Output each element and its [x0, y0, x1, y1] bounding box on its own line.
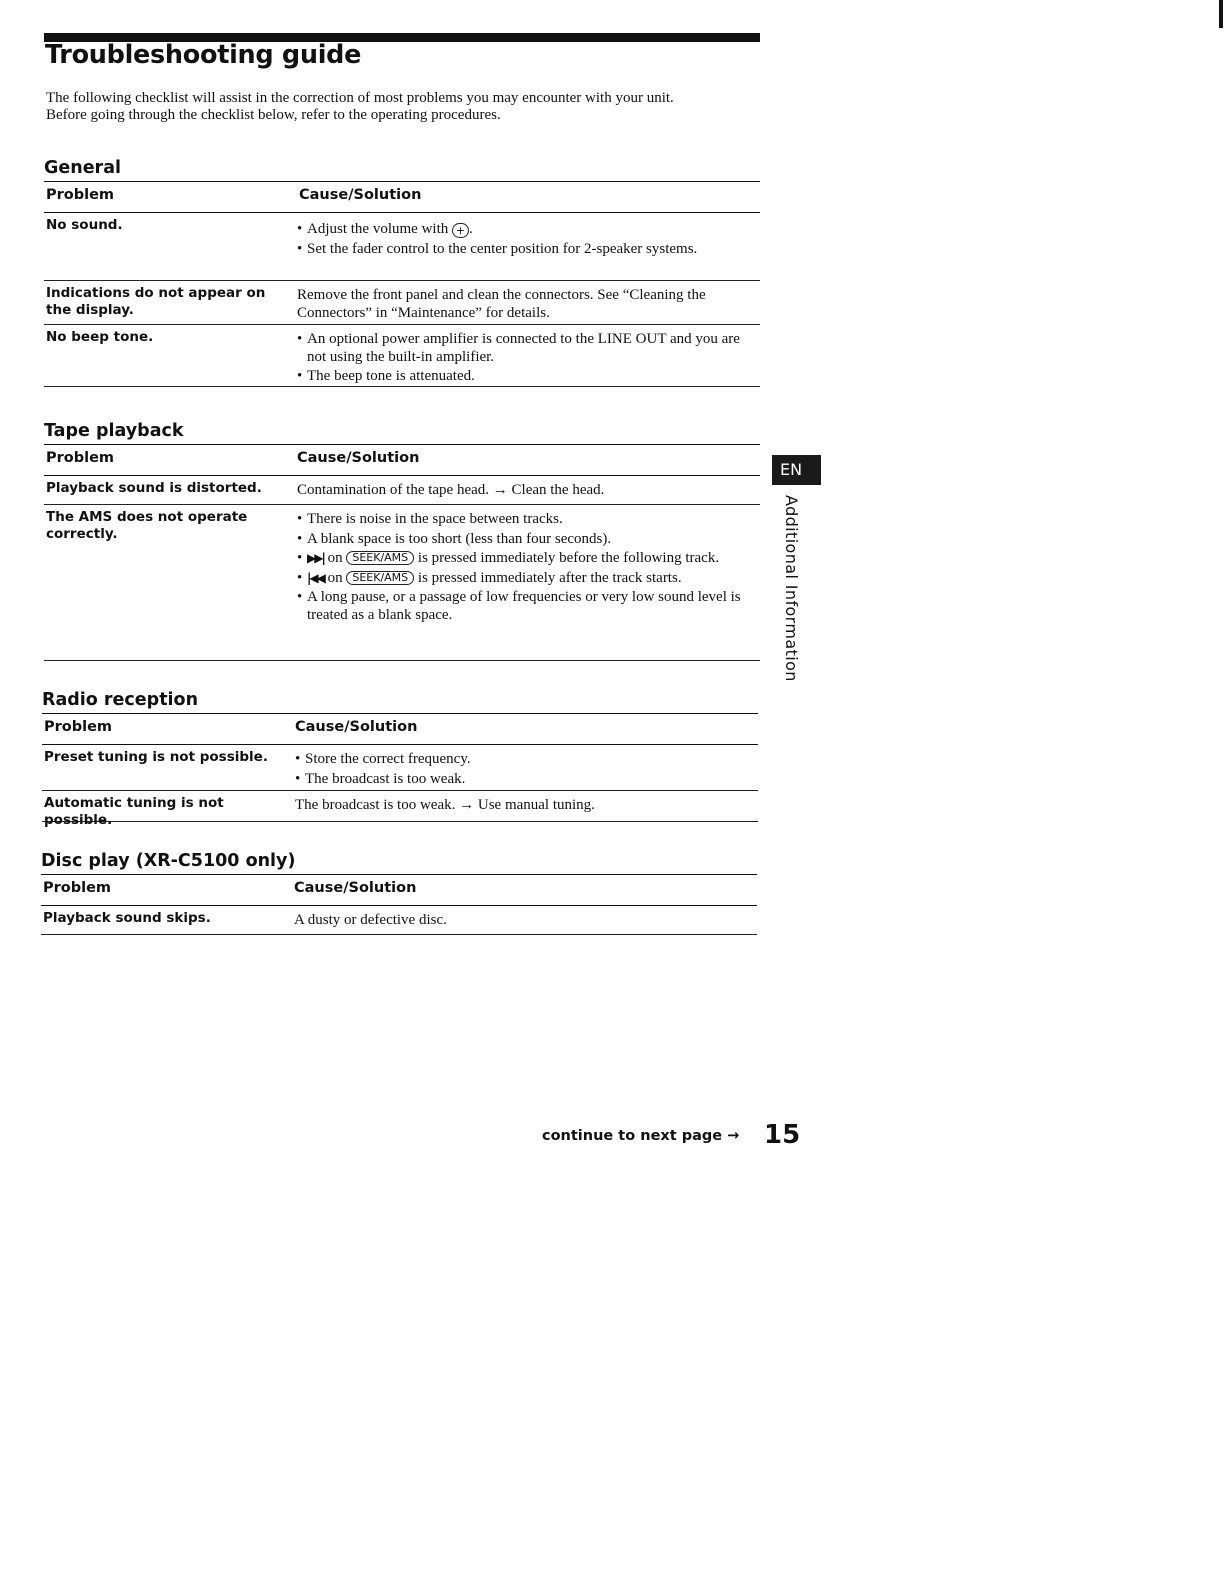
solution-bullet: • The beep tone is attenuated.	[297, 368, 757, 386]
section-heading: General	[44, 158, 121, 178]
table-row	[44, 281, 760, 325]
seek-ams-button-icon: SEEK/AMS	[346, 551, 414, 565]
solution-bullet: • Store the correct frequency.	[295, 751, 755, 769]
bullet-text: Adjust the volume with	[307, 221, 449, 237]
table-row	[41, 906, 757, 935]
bullet-text: is pressed immediately after the track starts.	[417, 569, 682, 586]
section-tape-playback	[44, 420, 760, 661]
table-row	[44, 505, 760, 661]
table-header	[44, 181, 760, 213]
table-header	[42, 713, 758, 745]
intro-line-1: The following checklist will assist in the correction of most problems you may encounter with your unit.	[46, 90, 674, 106]
solution-header: Cause/Solution	[294, 880, 417, 896]
problem-cell: No beep tone.	[46, 329, 154, 345]
solution-bullet: • Set the fader control to the center position for 2-speaker systems.	[297, 241, 757, 259]
page-title: Troubleshooting guide	[45, 40, 362, 70]
solution-bullet	[297, 550, 757, 568]
solution-bullet: • A blank space is too short (less than four seconds).	[297, 531, 757, 549]
problem-cell: Playback sound skips.	[43, 910, 211, 926]
bullet-text: is pressed immediately before the following track.	[417, 550, 720, 566]
table-row	[42, 745, 758, 791]
problem-header: Problem	[44, 719, 113, 735]
solution-bullet	[297, 221, 757, 239]
table-header	[41, 874, 757, 906]
problem-cell: Automatic tuning is not possible.	[44, 795, 224, 828]
bullet-text: .	[469, 221, 473, 237]
solution-bullet: • The broadcast is too weak.	[295, 771, 755, 789]
solution-cell	[297, 221, 757, 260]
volume-plus-icon: +	[452, 223, 469, 238]
solution-header: Cause/Solution	[299, 187, 422, 203]
bullet-text: on	[327, 550, 343, 566]
seek-ams-button-icon: SEEK/AMS	[346, 571, 414, 585]
solution-bullet: • An optional power amplifier is connected to the LINE OUT and you are not using the built-in amplifier.	[297, 331, 757, 366]
previous-track-icon: |◀◀	[307, 570, 324, 585]
intro-text	[46, 90, 756, 124]
continue-note: continue to next page →	[542, 1128, 740, 1144]
solution-cell: The broadcast is too weak. → Use manual tuning.	[295, 797, 595, 813]
problem-header: Problem	[43, 880, 112, 896]
bullet-text: on	[327, 569, 343, 586]
problem-cell: Preset tuning is not possible.	[44, 749, 268, 765]
problem-cell: Playback sound is distorted.	[46, 480, 262, 496]
section-heading: Disc play (XR-C5100 only)	[41, 851, 296, 871]
solution-bullet: • A long pause, or a passage of low frequencies or very low sound level is treated as a blank space.	[297, 589, 757, 624]
solution-header: Cause/Solution	[295, 719, 418, 735]
table-header	[44, 444, 760, 476]
section-heading: Tape playback	[44, 421, 184, 441]
table-row	[44, 213, 760, 281]
solution-bullet: • There is noise in the space between tracks.	[297, 511, 757, 529]
solution-bullet	[297, 570, 757, 588]
problem-header: Problem	[46, 187, 115, 203]
language-badge: EN	[772, 455, 821, 485]
solution-cell: A dusty or defective disc.	[294, 912, 447, 928]
section-general	[44, 157, 760, 387]
section-radio-reception	[42, 689, 758, 828]
solution-cell: Contamination of the tape head. → Clean the head.	[297, 482, 605, 498]
page-number: 15	[764, 1120, 801, 1150]
table-row	[44, 325, 760, 387]
intro-line-2: Before going through the checklist below, refer to the operating procedures.	[46, 107, 501, 123]
edge-mark	[1219, 0, 1223, 28]
next-track-icon: ▶▶|	[307, 551, 324, 565]
solution-header: Cause/Solution	[297, 450, 420, 466]
section-heading: Radio reception	[42, 690, 199, 710]
table-row	[44, 476, 760, 505]
solution-cell: Remove the front panel and clean the connectors. See “Cleaning the Connectors” in “Maintenance” for details.	[297, 287, 706, 321]
solution-cell	[297, 511, 757, 626]
solution-cell	[297, 331, 757, 388]
table-row	[42, 791, 758, 828]
problem-cell: No sound.	[46, 217, 123, 233]
problem-header: Problem	[46, 450, 115, 466]
solution-cell	[295, 751, 755, 790]
section-disc-play	[41, 850, 757, 935]
problem-cell: Indications do not appear on the display.	[46, 285, 266, 318]
side-section-label: Additional Information	[782, 495, 801, 682]
problem-cell: The AMS does not operate correctly.	[46, 509, 248, 542]
